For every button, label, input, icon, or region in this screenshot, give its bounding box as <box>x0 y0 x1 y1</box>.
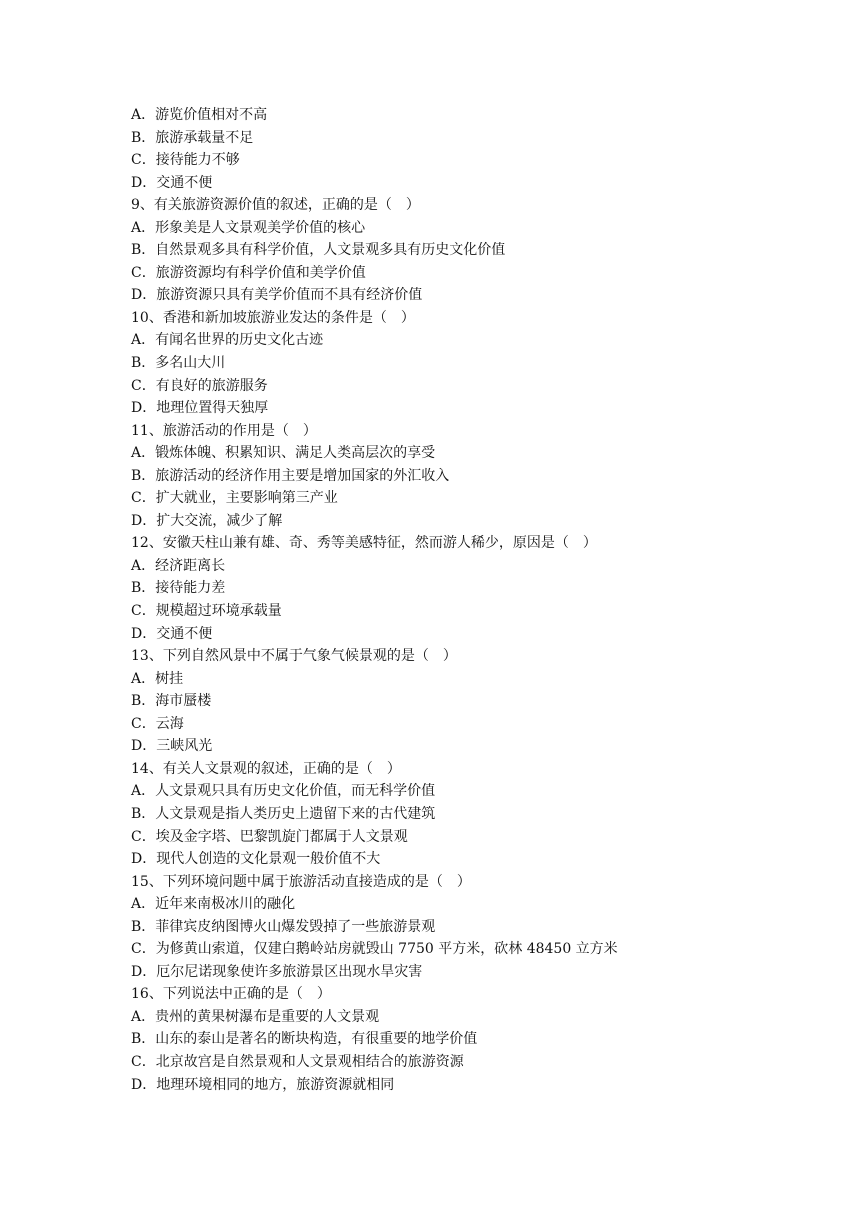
question-14: 14、有关人文景观的叙述，正确的是（ ） <box>131 760 401 777</box>
option-13-a: A．树挂 <box>131 670 184 687</box>
question-9: 9、有关旅游资源价值的叙述，正确的是（ ） <box>131 197 420 214</box>
question-13: 13、下列自然风景中不属于气象气候景观的是（ ） <box>131 648 457 665</box>
option-14-b: B．人文景观是指人类历史上遗留下来的古代建筑 <box>131 805 436 822</box>
option-10-c: C．有良好的旅游服务 <box>131 377 268 394</box>
option-15-d: D．厄尔尼诺现象使许多旅游景区出现水旱灾害 <box>131 963 423 980</box>
option-14-a: A．人文景观只具有历史文化价值，而无科学价值 <box>131 783 436 800</box>
option-14-c: C．埃及金字塔、巴黎凯旋门都属于人文景观 <box>131 828 408 845</box>
question-list <box>131 104 751 1096</box>
option-15-c: C．为修黄山索道，仅建白鹅岭站房就毁山 7750 平方米，砍林 48450 立方米 <box>131 941 618 958</box>
option-12-c: C．规模超过环境承载量 <box>131 603 282 620</box>
option-13-c: C．云海 <box>131 715 184 732</box>
question-11: 11、旅游活动的作用是（ ） <box>131 422 317 439</box>
option-9-d: D．旅游资源只具有美学价值而不具有经济价值 <box>131 287 423 304</box>
option-11-c: C．扩大就业，主要影响第三产业 <box>131 490 338 507</box>
option-12-d: D．交通不便 <box>131 625 213 642</box>
option-11-d: D．扩大交流，减少了解 <box>131 512 283 529</box>
question-10: 10、香港和新加坡旅游业发达的条件是（ ） <box>131 309 415 326</box>
option-8-c: C．接待能力不够 <box>131 152 240 169</box>
option-14-d: D．现代人创造的文化景观一般价值不大 <box>131 851 381 868</box>
option-8-b: B．旅游承载量不足 <box>131 129 254 146</box>
option-10-b: B．多名山大川 <box>131 355 226 372</box>
option-12-b: B．接待能力差 <box>131 580 226 597</box>
option-15-b: B．菲律宾皮纳图博火山爆发毁掉了一些旅游景观 <box>131 918 436 935</box>
option-8-a: A．游览价值相对不高 <box>131 107 268 123</box>
option-9-a: A．形象美是人文景观美学价值的核心 <box>131 219 366 236</box>
option-11-a: A．锻炼体魄、积累知识、满足人类高层次的享受 <box>131 445 436 462</box>
option-13-d: D．三峡风光 <box>131 738 213 755</box>
question-15: 15、下列环境问题中属于旅游活动直接造成的是（ ） <box>131 873 471 890</box>
option-16-b: B．山东的泰山是著名的断块构造，有很重要的地学价值 <box>131 1031 478 1048</box>
question-12: 12、安徽天柱山兼有雄、奇、秀等美感特征，然而游人稀少，原因是（ ） <box>131 535 597 552</box>
option-11-b: B．旅游活动的经济作用主要是增加国家的外汇收入 <box>131 467 450 484</box>
option-10-d: D．地理位置得天独厚 <box>131 400 269 417</box>
option-8-d: D．交通不便 <box>131 174 213 191</box>
option-16-c: C．北京故宫是自然景观和人文景观相结合的旅游资源 <box>131 1053 464 1070</box>
option-16-d: D．地理环境相同的地方，旅游资源就相同 <box>131 1076 395 1093</box>
option-10-a: A．有闻名世界的历史文化古迹 <box>131 332 324 349</box>
question-16: 16、下列说法中正确的是（ ） <box>131 986 331 1003</box>
option-12-a: A．经济距离长 <box>131 557 226 574</box>
option-9-c: C．旅游资源均有科学价值和美学价值 <box>131 264 366 281</box>
option-15-a: A．近年来南极冰川的融化 <box>131 896 296 913</box>
option-9-b: B．自然景观多具有科学价值，人文景观多具有历史文化价值 <box>131 242 506 259</box>
option-16-a: A．贵州的黄果树瀑布是重要的人文景观 <box>131 1008 380 1025</box>
option-13-b: B．海市蜃楼 <box>131 693 212 710</box>
